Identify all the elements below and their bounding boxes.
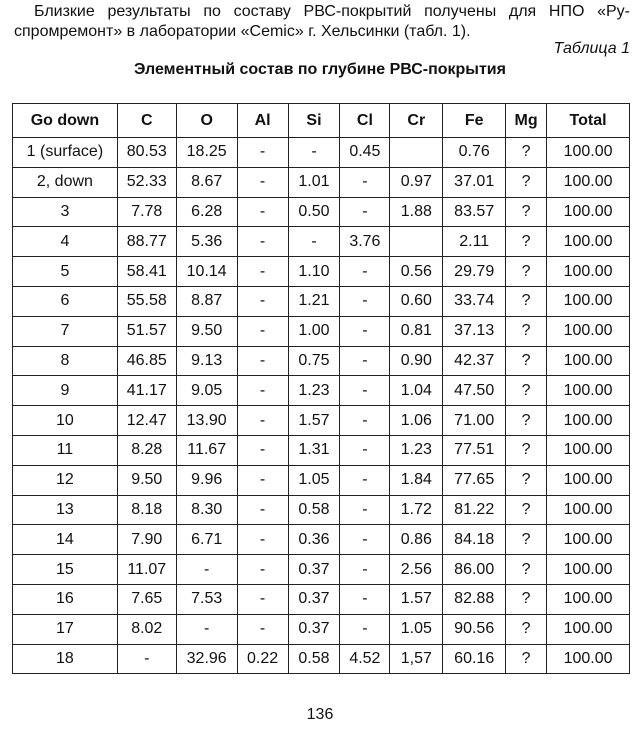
cell-mg: ? <box>506 644 547 674</box>
table-row <box>13 644 630 674</box>
cell-al: - <box>237 167 288 197</box>
cell-al: 0.22 <box>237 644 288 674</box>
cell-al: - <box>237 465 288 495</box>
cell-cr: 0.97 <box>390 167 443 197</box>
table-row <box>13 584 630 614</box>
cell-mg: ? <box>506 376 547 406</box>
header-go-down: Go down <box>13 104 118 138</box>
table-row <box>13 346 630 376</box>
cell-mg: ? <box>506 227 547 257</box>
cell-cr: 0.56 <box>390 257 443 287</box>
cell-c: 88.77 <box>117 227 176 257</box>
cell-fe: 42.37 <box>443 346 506 376</box>
cell-total: 100.00 <box>547 197 630 227</box>
cell-mg: ? <box>506 465 547 495</box>
cell-mg: ? <box>506 614 547 644</box>
cell-go-down: 9 <box>13 376 118 406</box>
cell-total: 100.00 <box>547 495 630 525</box>
cell-go-down: 17 <box>13 614 118 644</box>
cell-total: 100.00 <box>547 465 630 495</box>
cell-o: 11.67 <box>176 435 237 465</box>
cell-total: 100.00 <box>547 138 630 168</box>
cell-si: 1.21 <box>288 286 340 316</box>
cell-mg: ? <box>506 525 547 555</box>
cell-al: - <box>237 495 288 525</box>
cell-si: 0.58 <box>288 495 340 525</box>
cell-cr: 1.57 <box>390 584 443 614</box>
table-title: Элементный состав по глубине РВС-покрытия <box>134 61 506 78</box>
cell-total: 100.00 <box>547 406 630 436</box>
cell-cr: 1.04 <box>390 376 443 406</box>
cell-go-down: 14 <box>13 525 118 555</box>
cell-fe: 90.56 <box>443 614 506 644</box>
cell-al: - <box>237 227 288 257</box>
cell-cl: - <box>340 584 390 614</box>
cell-si: 0.75 <box>288 346 340 376</box>
cell-si: 1.23 <box>288 376 340 406</box>
cell-si: 0.37 <box>288 584 340 614</box>
cell-cr: 0.90 <box>390 346 443 376</box>
cell-mg: ? <box>506 406 547 436</box>
cell-si: 0.37 <box>288 555 340 585</box>
cell-cl: - <box>340 316 390 346</box>
cell-c: 9.50 <box>117 465 176 495</box>
cell-al: - <box>237 614 288 644</box>
cell-si: 0.50 <box>288 197 340 227</box>
header-c: C <box>117 104 176 138</box>
cell-cr: 1.72 <box>390 495 443 525</box>
table-row <box>13 525 630 555</box>
cell-go-down: 13 <box>13 495 118 525</box>
cell-c: 80.53 <box>117 138 176 168</box>
cell-al: - <box>237 257 288 287</box>
table-row <box>13 435 630 465</box>
cell-o: 5.36 <box>176 227 237 257</box>
cell-c: 7.78 <box>117 197 176 227</box>
cell-fe: 47.50 <box>443 376 506 406</box>
cell-go-down: 16 <box>13 584 118 614</box>
table-caption: Таблица 1 <box>553 40 630 57</box>
cell-mg: ? <box>506 257 547 287</box>
cell-al: - <box>237 376 288 406</box>
cell-c: 8.02 <box>117 614 176 644</box>
cell-total: 100.00 <box>547 346 630 376</box>
cell-si: 1.05 <box>288 465 340 495</box>
cell-c: 52.33 <box>117 167 176 197</box>
cell-c: 55.58 <box>117 286 176 316</box>
cell-go-down: 12 <box>13 465 118 495</box>
cell-go-down: 2, down <box>13 167 118 197</box>
table-row <box>13 376 630 406</box>
cell-cr: 0.60 <box>390 286 443 316</box>
cell-fe: 2.11 <box>443 227 506 257</box>
cell-o: 8.67 <box>176 167 237 197</box>
cell-fe: 29.79 <box>443 257 506 287</box>
cell-cr: 1.05 <box>390 614 443 644</box>
cell-c: 7.65 <box>117 584 176 614</box>
cell-c: 8.18 <box>117 495 176 525</box>
cell-al: - <box>237 346 288 376</box>
cell-total: 100.00 <box>547 227 630 257</box>
cell-go-down: 11 <box>13 435 118 465</box>
cell-cr: 0.81 <box>390 316 443 346</box>
cell-si: 0.37 <box>288 614 340 644</box>
cell-al: - <box>237 316 288 346</box>
cell-c: 58.41 <box>117 257 176 287</box>
cell-al: - <box>237 525 288 555</box>
cell-fe: 84.18 <box>443 525 506 555</box>
cell-o: 9.96 <box>176 465 237 495</box>
cell-cl: - <box>340 435 390 465</box>
table-header-row <box>13 104 630 138</box>
cell-o: 9.05 <box>176 376 237 406</box>
cell-total: 100.00 <box>547 644 630 674</box>
cell-total: 100.00 <box>547 525 630 555</box>
cell-o: 8.30 <box>176 495 237 525</box>
cell-c: 51.57 <box>117 316 176 346</box>
cell-si: 1.57 <box>288 406 340 436</box>
cell-cr: 0.86 <box>390 525 443 555</box>
cell-cr: 1.84 <box>390 465 443 495</box>
cell-go-down: 6 <box>13 286 118 316</box>
cell-go-down: 7 <box>13 316 118 346</box>
cell-mg: ? <box>506 316 547 346</box>
cell-cl: - <box>340 197 390 227</box>
cell-go-down: 1 (surface) <box>13 138 118 168</box>
cell-mg: ? <box>506 495 547 525</box>
cell-c: 12.47 <box>117 406 176 436</box>
cell-al: - <box>237 286 288 316</box>
cell-cl: - <box>340 614 390 644</box>
header-total: Total <box>547 104 630 138</box>
cell-si: 1.31 <box>288 435 340 465</box>
cell-mg: ? <box>506 167 547 197</box>
cell-al: - <box>237 406 288 436</box>
cell-total: 100.00 <box>547 257 630 287</box>
cell-total: 100.00 <box>547 435 630 465</box>
cell-fe: 60.16 <box>443 644 506 674</box>
cell-o: 8.87 <box>176 286 237 316</box>
intro-line-1: Близкие результаты по составу РВС-покрытий получены для НПО «Ру- <box>34 3 630 20</box>
cell-cl: - <box>340 167 390 197</box>
table-row <box>13 257 630 287</box>
page-number: 136 <box>306 706 334 723</box>
table-body <box>13 138 630 674</box>
intro-line-2: спромремонт» в лаборатории «Cemic» г. Хельсинки (табл. 1). <box>14 23 471 40</box>
cell-al: - <box>237 435 288 465</box>
cell-cr: 1.06 <box>390 406 443 436</box>
header-o: O <box>176 104 237 138</box>
cell-al: - <box>237 555 288 585</box>
cell-si: 1.00 <box>288 316 340 346</box>
cell-fe: 82.88 <box>443 584 506 614</box>
composition-table <box>12 103 630 674</box>
table-row <box>13 167 630 197</box>
cell-fe: 77.65 <box>443 465 506 495</box>
cell-cr <box>390 138 443 168</box>
cell-cr: 2.56 <box>390 555 443 585</box>
table-row <box>13 286 630 316</box>
table-row <box>13 465 630 495</box>
cell-mg: ? <box>506 197 547 227</box>
cell-cl: - <box>340 376 390 406</box>
cell-cl: 4.52 <box>340 644 390 674</box>
table-row <box>13 614 630 644</box>
cell-al: - <box>237 584 288 614</box>
cell-c: - <box>117 644 176 674</box>
cell-mg: ? <box>506 286 547 316</box>
cell-go-down: 4 <box>13 227 118 257</box>
cell-si: 1.10 <box>288 257 340 287</box>
cell-o: 13.90 <box>176 406 237 436</box>
header-fe: Fe <box>443 104 506 138</box>
cell-c: 41.17 <box>117 376 176 406</box>
cell-cr: 1.23 <box>390 435 443 465</box>
cell-o: 18.25 <box>176 138 237 168</box>
cell-cr: 1,57 <box>390 644 443 674</box>
table-row <box>13 555 630 585</box>
cell-o: 9.50 <box>176 316 237 346</box>
cell-go-down: 15 <box>13 555 118 585</box>
cell-mg: ? <box>506 435 547 465</box>
cell-cl: - <box>340 525 390 555</box>
intro-paragraph <box>14 2 630 42</box>
cell-fe: 0.76 <box>443 138 506 168</box>
cell-cr <box>390 227 443 257</box>
cell-fe: 83.57 <box>443 197 506 227</box>
cell-c: 8.28 <box>117 435 176 465</box>
cell-si: 0.58 <box>288 644 340 674</box>
cell-go-down: 5 <box>13 257 118 287</box>
cell-si: 1.01 <box>288 167 340 197</box>
cell-go-down: 10 <box>13 406 118 436</box>
cell-mg: ? <box>506 138 547 168</box>
cell-si: - <box>288 138 340 168</box>
cell-c: 46.85 <box>117 346 176 376</box>
cell-al: - <box>237 138 288 168</box>
cell-cl: 0.45 <box>340 138 390 168</box>
cell-cl: - <box>340 465 390 495</box>
table-row <box>13 495 630 525</box>
cell-o: 6.71 <box>176 525 237 555</box>
cell-cl: - <box>340 257 390 287</box>
cell-total: 100.00 <box>547 286 630 316</box>
header-si: Si <box>288 104 340 138</box>
cell-total: 100.00 <box>547 555 630 585</box>
cell-cl: - <box>340 346 390 376</box>
cell-fe: 33.74 <box>443 286 506 316</box>
cell-total: 100.00 <box>547 584 630 614</box>
cell-mg: ? <box>506 555 547 585</box>
cell-mg: ? <box>506 346 547 376</box>
cell-o: 7.53 <box>176 584 237 614</box>
cell-fe: 37.01 <box>443 167 506 197</box>
cell-c: 7.90 <box>117 525 176 555</box>
cell-o: - <box>176 555 237 585</box>
table-row <box>13 197 630 227</box>
cell-o: - <box>176 614 237 644</box>
cell-c: 11.07 <box>117 555 176 585</box>
cell-total: 100.00 <box>547 376 630 406</box>
cell-cl: - <box>340 495 390 525</box>
cell-go-down: 18 <box>13 644 118 674</box>
cell-fe: 81.22 <box>443 495 506 525</box>
cell-go-down: 8 <box>13 346 118 376</box>
cell-cr: 1.88 <box>390 197 443 227</box>
cell-cl: - <box>340 406 390 436</box>
header-al: Al <box>237 104 288 138</box>
header-cl: Cl <box>340 104 390 138</box>
cell-o: 9.13 <box>176 346 237 376</box>
cell-al: - <box>237 197 288 227</box>
table-row <box>13 227 630 257</box>
cell-o: 32.96 <box>176 644 237 674</box>
cell-total: 100.00 <box>547 614 630 644</box>
header-cr: Cr <box>390 104 443 138</box>
table-row <box>13 406 630 436</box>
cell-fe: 77.51 <box>443 435 506 465</box>
cell-fe: 71.00 <box>443 406 506 436</box>
cell-go-down: 3 <box>13 197 118 227</box>
cell-total: 100.00 <box>547 316 630 346</box>
cell-cl: - <box>340 555 390 585</box>
cell-si: 0.36 <box>288 525 340 555</box>
cell-mg: ? <box>506 584 547 614</box>
cell-fe: 86.00 <box>443 555 506 585</box>
table-row <box>13 138 630 168</box>
cell-total: 100.00 <box>547 167 630 197</box>
cell-si: - <box>288 227 340 257</box>
header-mg: Mg <box>506 104 547 138</box>
cell-o: 6.28 <box>176 197 237 227</box>
table-row <box>13 316 630 346</box>
cell-fe: 37.13 <box>443 316 506 346</box>
cell-cl: 3.76 <box>340 227 390 257</box>
cell-o: 10.14 <box>176 257 237 287</box>
cell-cl: - <box>340 286 390 316</box>
